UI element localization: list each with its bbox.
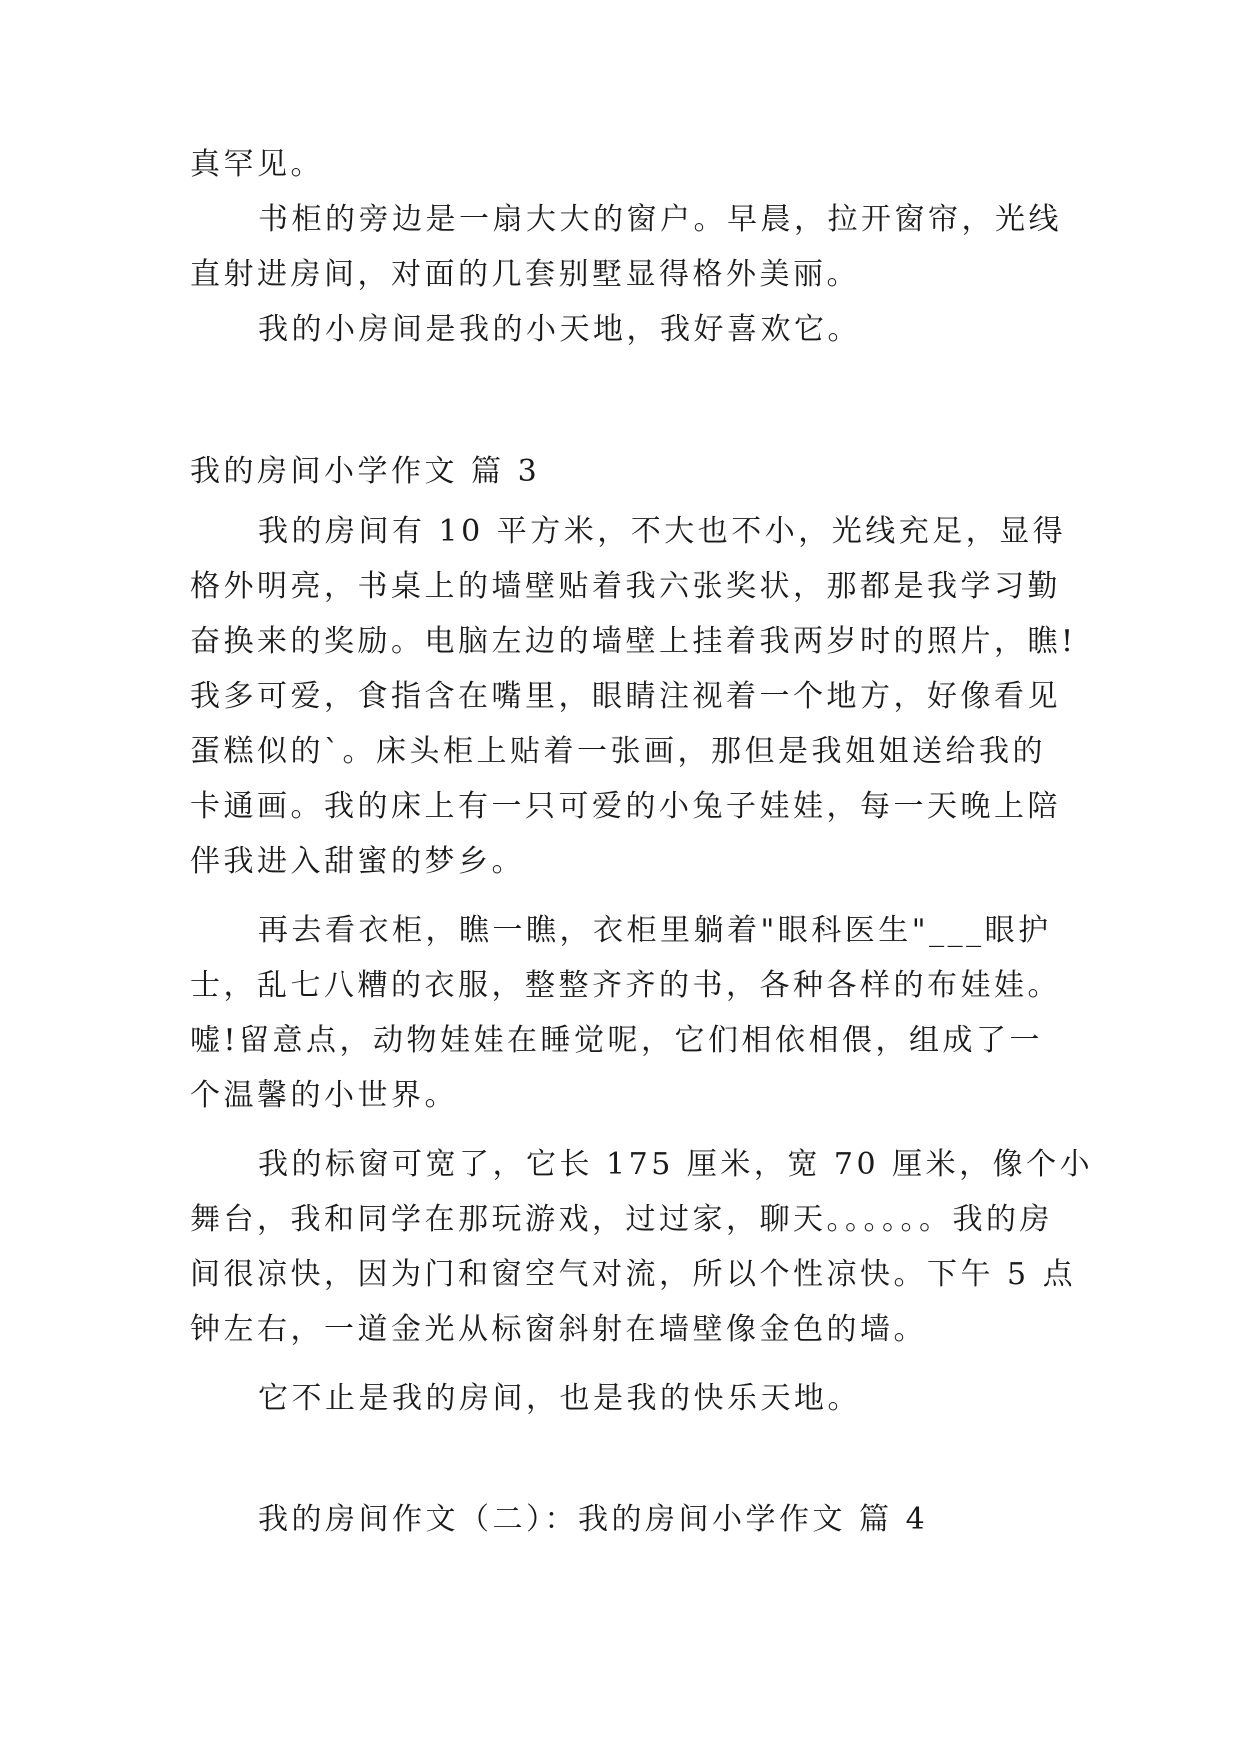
paragraph-line: 它不止是我的房间，也是我的快乐天地。 (258, 1381, 861, 1416)
paragraph-line: 奋换来的奖励。电脑左边的墙壁上挂着我两岁时的照片，瞧! (190, 624, 1077, 659)
paragraph-line: 真罕见。 (190, 147, 324, 182)
paragraph-line: 再去看衣柜，瞧一瞧，衣柜里躺着"眼科医生"___眼护 (258, 913, 1052, 948)
paragraph-line: 钟左右，一道金光从标窗斜射在墙壁像金色的墙。 (190, 1312, 927, 1347)
paragraph-line: 士，乱七八糟的衣服，整整齐齐的书，各种各样的布娃娃。 (190, 968, 1061, 1003)
paragraph-line: 我多可爱，食指含在嘴里，眼睛注视着一个地方，好像看见 (190, 679, 1061, 714)
paragraph-line: 蛋糕似的`。床头柜上贴着一张画，那但是我姐姐送给我的 (190, 734, 1046, 769)
paragraph-line: 舞台，我和同学在那玩游戏，过过家，聊天。。。。。。我的房 (190, 1202, 1053, 1237)
paragraph-line: 格外明亮，书桌上的墙壁贴着我六张奖状，那都是我学习勤 (190, 569, 1061, 604)
paragraph-line: 我的小房间是我的小天地，我好喜欢它。 (258, 312, 861, 347)
paragraph-line: 个温馨的小世界。 (190, 1078, 458, 1113)
paragraph-line: 我的房间有 10 平方米，不大也不小，光线充足，显得 (258, 514, 1067, 549)
paragraph-line: 我的标窗可宽了，它长 175 厘米，宽 70 厘米，像个小 (258, 1147, 1094, 1182)
paragraph-line: 间很凉快，因为门和窗空气对流，所以个性凉快。下午 5 点 (190, 1257, 1077, 1292)
paragraph-line: 书柜的旁边是一扇大大的窗户。早晨，拉开窗帘，光线 (258, 202, 1062, 237)
paragraph-line: 卡通画。我的床上有一只可爱的小兔子娃娃，每一天晚上陪 (190, 789, 1061, 824)
paragraph-line: 嘘!留意点，动物娃娃在睡觉呢，它们相依相偎，组成了一 (190, 1023, 1044, 1058)
section-heading: 我的房间作文（二）：我的房间小学作文 篇 4 (258, 1502, 929, 1537)
section-heading: 我的房间小学作文 篇 3 (190, 454, 541, 489)
paragraph-line: 伴我进入甜蜜的梦乡。 (190, 844, 525, 879)
paragraph-line: 直射进房间，对面的几套别墅显得格外美丽。 (190, 257, 860, 292)
